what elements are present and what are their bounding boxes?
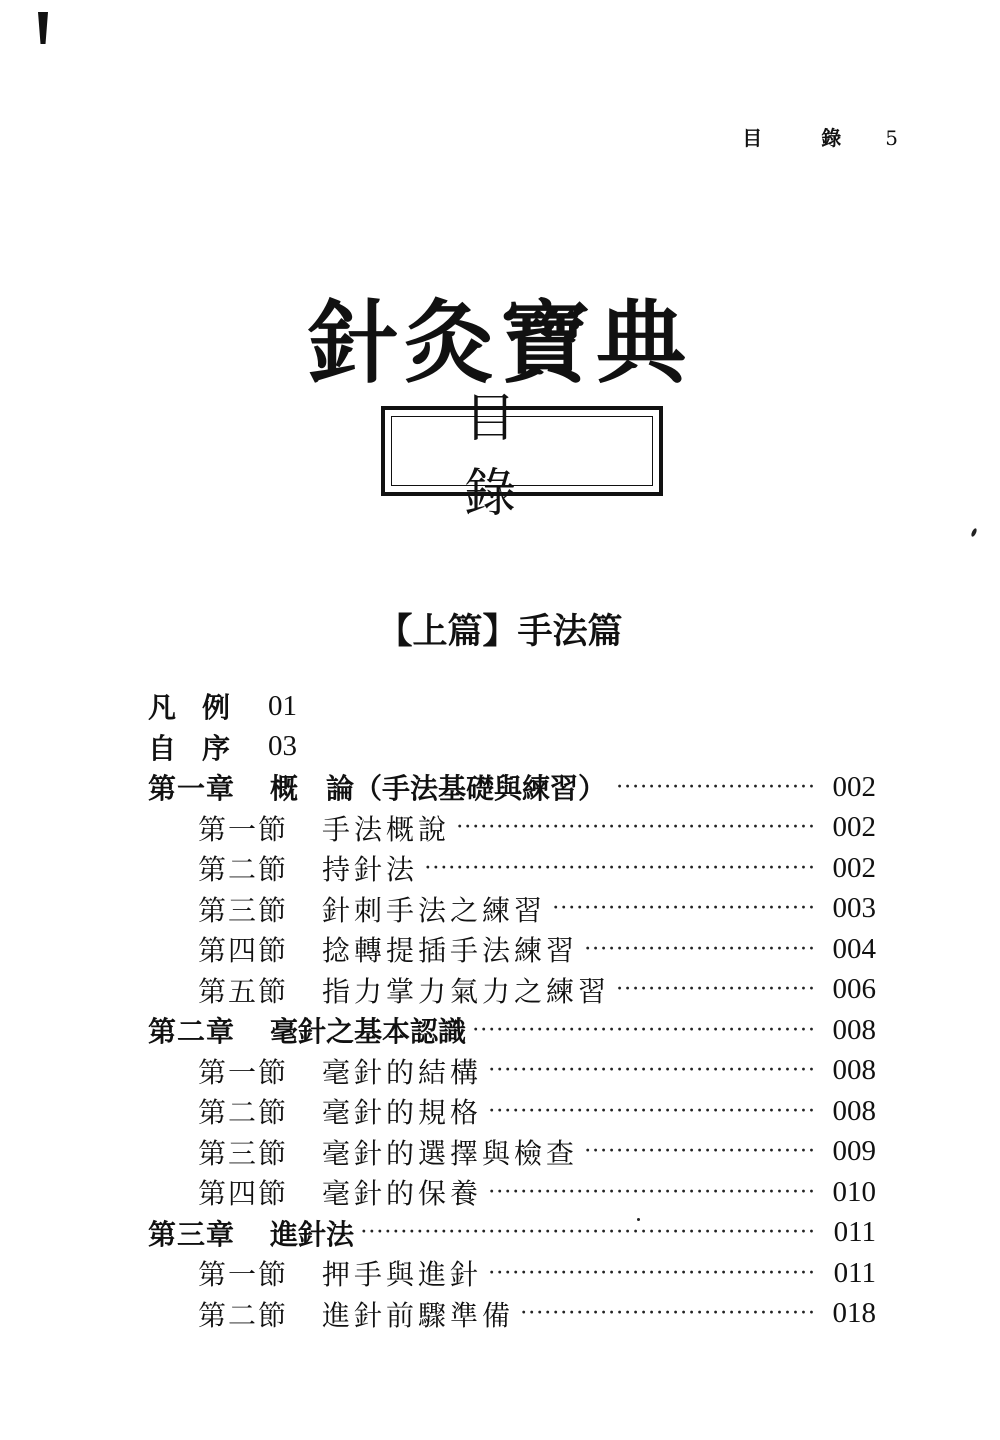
toc-entry-page-number: 002: [832, 851, 876, 884]
toc-entry-label: 第一章: [148, 772, 236, 806]
part-heading: 【上篇】手法篇: [377, 612, 623, 652]
toc-section-entry: [148, 1172, 876, 1213]
toc-entry-label: 第二節: [198, 1096, 289, 1130]
toc-entry-title: 毫針的規格: [322, 1096, 483, 1130]
toc-entry-title: 毫針之基本認識: [270, 1015, 467, 1049]
toc-entry-label: 自序: [148, 731, 257, 765]
toc-section-entry: [148, 1294, 876, 1335]
toc-dot-leader: [490, 1261, 816, 1286]
toc-dot-leader: [458, 815, 816, 840]
toc-entry-title: 指力掌力氣力之練習: [322, 974, 611, 1008]
toc-entry-page-number: 002: [832, 770, 876, 803]
toc-entry-title: 毫針的保養: [322, 1177, 483, 1211]
toc-front-matter-entry: [148, 727, 876, 768]
toc-dot-leader: [522, 1301, 816, 1326]
toc-dot-leader: [490, 1099, 816, 1124]
toc-dot-leader: [554, 896, 816, 921]
toc-entry-title: 手法概說: [322, 812, 451, 846]
toc-entry-page-number: 010: [832, 1175, 876, 1208]
toc-entry-title: 概 論（手法基礎與練習）: [270, 772, 607, 806]
toc-chapter-entry: [148, 767, 876, 808]
toc-chapter-entry: [148, 1213, 876, 1254]
toc-entry-title: 捻轉提插手法練習: [322, 934, 579, 968]
toc-dot-leader: [426, 856, 816, 881]
table-of-contents: [148, 686, 876, 1334]
toc-entry-title: 毫針的結構: [322, 1055, 483, 1089]
toc-section-entry: [148, 1051, 876, 1092]
toc-front-matter-entry: [148, 686, 876, 727]
toc-section-entry: [148, 808, 876, 849]
toc-entry-page-number: 009: [832, 1135, 876, 1168]
toc-entry-label: 第二章: [148, 1015, 236, 1049]
scan-speck: [637, 1218, 640, 1221]
toc-entry-page-number: 006: [832, 973, 876, 1006]
toc-entry-label: 第一節: [198, 812, 289, 846]
scan-mark: [38, 12, 48, 44]
toc-entry-label: 第四節: [198, 934, 289, 968]
toc-entry-label: 第三章: [148, 1217, 236, 1251]
toc-dot-leader: [490, 1058, 816, 1083]
toc-entry-label: 第二節: [198, 1298, 289, 1332]
toc-entry-label: 第三節: [198, 893, 289, 927]
toc-section-entry: [148, 848, 876, 889]
toc-entry-title: 針刺手法之練習: [322, 893, 547, 927]
toc-entry-title: 押手與進針: [322, 1258, 483, 1292]
toc-entry-page-number: 011: [833, 1256, 876, 1289]
toc-dot-leader: [618, 977, 816, 1002]
toc-entry-title: 毫針的選擇與檢查: [322, 1136, 579, 1170]
toc-dot-leader: [586, 1139, 816, 1164]
toc-entry-page-number: 008: [832, 1013, 876, 1046]
toc-entry-label: 第三節: [198, 1136, 289, 1170]
running-header: [742, 122, 900, 151]
toc-entry-page-number: 003: [832, 892, 876, 925]
toc-entry-page-number: 008: [832, 1054, 876, 1087]
toc-entry-page-number: 008: [832, 1094, 876, 1127]
toc-entry-label: 凡例: [148, 691, 257, 725]
toc-entry-label: 第二節: [198, 853, 289, 887]
running-header-page-number: 5: [885, 126, 900, 150]
toc-dot-leader: [490, 1180, 816, 1205]
toc-section-entry: [148, 889, 876, 930]
running-header-title: 目 錄: [742, 126, 868, 150]
toc-section-entry: [148, 1091, 876, 1132]
toc-title-label: 目錄: [464, 389, 589, 524]
toc-chapter-entry: [148, 1010, 876, 1051]
toc-dot-leader: [362, 1220, 816, 1245]
toc-entry-page-number: 004: [832, 932, 876, 965]
book-title: 針灸寶典: [308, 291, 692, 396]
toc-section-entry: [148, 1253, 876, 1294]
toc-dot-leader: [474, 1018, 816, 1043]
toc-entry-page-number: 01: [268, 689, 297, 722]
toc-title-box: [381, 389, 663, 524]
toc-title-box-inner: [391, 389, 653, 524]
toc-section-entry: [148, 1132, 876, 1173]
toc-entry-title: 進針法: [270, 1217, 355, 1251]
toc-entry-page-number: 03: [268, 730, 297, 763]
toc-entry-page-number: 011: [833, 1216, 876, 1249]
toc-section-entry: [148, 970, 876, 1011]
toc-entry-label: 第一節: [198, 1258, 289, 1292]
toc-dot-leader: [614, 775, 816, 800]
toc-entry-label: 第一節: [198, 1055, 289, 1089]
toc-entry-label: 第五節: [198, 974, 289, 1008]
toc-entry-page-number: 018: [832, 1297, 876, 1330]
toc-section-entry: [148, 929, 876, 970]
toc-entry-page-number: 002: [832, 811, 876, 844]
toc-dot-leader: [586, 937, 816, 962]
toc-entry-title: 進針前驟準備: [322, 1298, 515, 1332]
scan-speck: [970, 528, 977, 538]
toc-entry-label: 第四節: [198, 1177, 289, 1211]
toc-entry-title: 持針法: [322, 853, 419, 887]
